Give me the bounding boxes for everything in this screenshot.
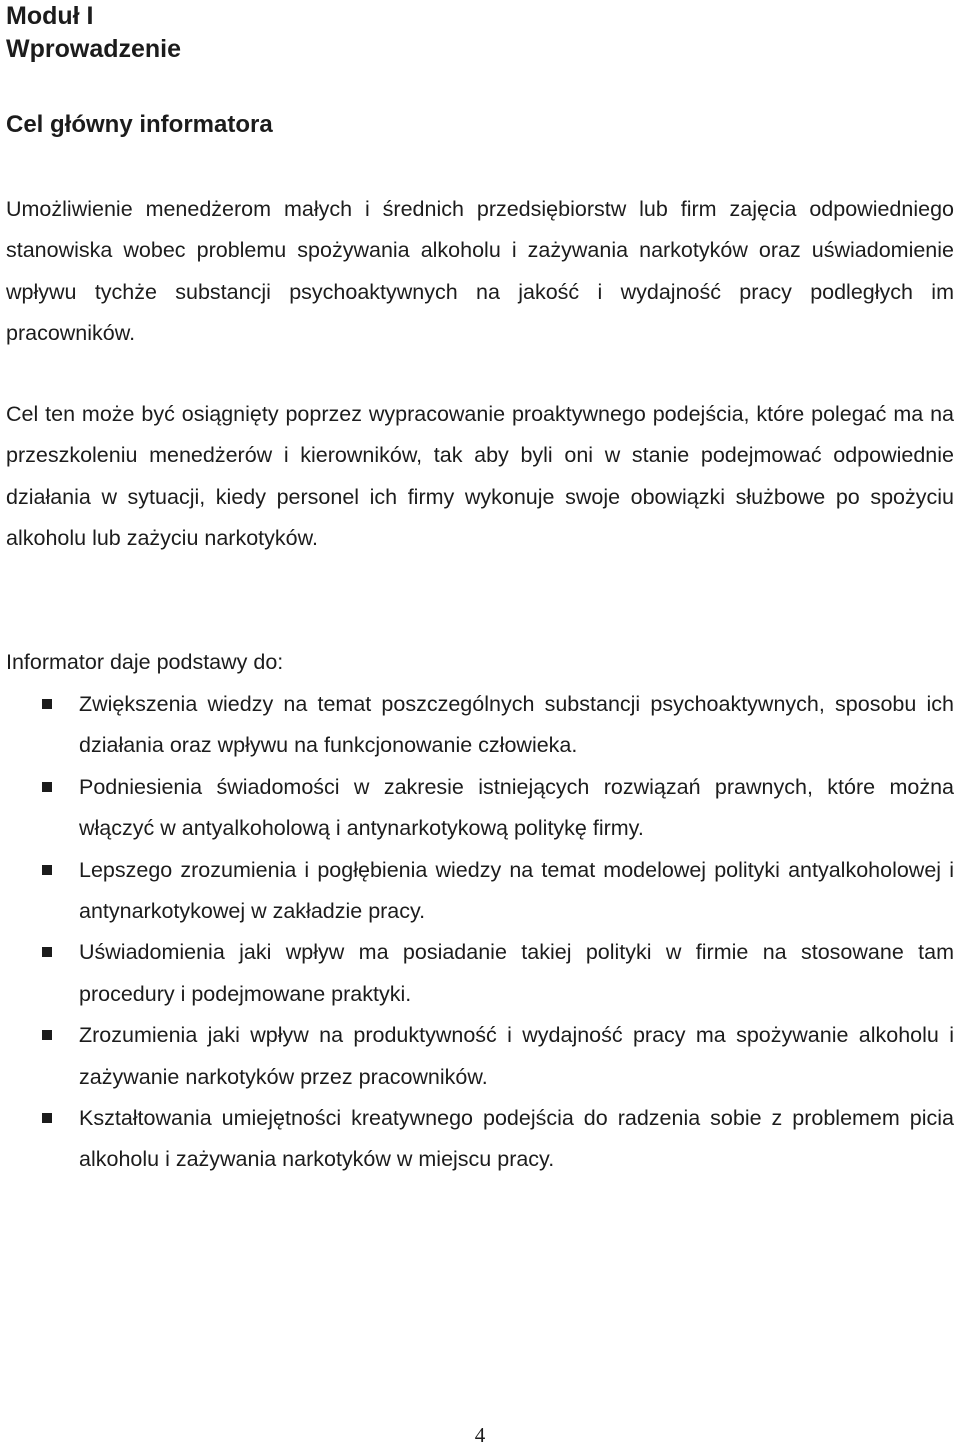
list-item-text: Kształtowania umiejętności kreatywnego podejścia do radzenia sobie z problemem picia alkoholu i zażywania narkotyków w miejscu pracy. [79, 1106, 954, 1172]
module-title: Wprowadzenie [6, 35, 182, 63]
document-page [6, 0, 954, 1172]
list-item [6, 1098, 954, 1181]
square-bullet-icon [42, 699, 52, 709]
list-item [6, 684, 954, 767]
square-bullet-icon [42, 865, 52, 875]
square-bullet-icon [42, 1030, 52, 1040]
square-bullet-icon [42, 1113, 52, 1123]
square-bullet-icon [42, 947, 52, 957]
page-number: 4 [474, 1423, 486, 1447]
list-item [6, 850, 954, 933]
list-item [6, 767, 954, 850]
bullet-list [6, 684, 954, 1181]
list-item-text: Zrozumienia jaki wpływ na produktywność i wydajność pracy ma spożywanie alkoholu i zażywanie narkotyków przez pracowników. [79, 1023, 954, 1089]
paragraph-goal: Umożliwienie menedżerom małych i średnich przedsiębiorstw lub firm zajęcia odpowiedniego stanowiska wobec problemu spożywania alkoholu i zażywania narkotyków oraz uświadomienie wpływu tychże substancji psychoaktywnych na jakość i wydajność pracy podległych im pracowników. [6, 197, 954, 346]
list-item [6, 932, 954, 1015]
list-item-text: Uświadomienia jaki wpływ ma posiadanie takiej polityki w firmie na stosowane tam procedury i podejmowane praktyki. [79, 940, 954, 1006]
square-bullet-icon [42, 782, 52, 792]
module-heading [6, 0, 954, 66]
module-label: Moduł I [6, 2, 94, 30]
paragraph-approach: Cel ten może być osiągnięty poprzez wypracowanie proaktywnego podejścia, które polegać ma na przeszkoleniu menedżerów i kierowników, tak aby byli oni w stanie podejmować odpowiednie działania w sytuacji, kiedy personel ich firmy wykonuje swoje obowiązki służbowe po spożyciu alkoholu lub zażyciu narkotyków. [6, 402, 954, 551]
list-item-text: Zwiększenia wiedzy na temat poszczególnych substancji psychoaktywnych, sposobu ich działania oraz wpływu na funkcjonowanie człowieka. [79, 692, 954, 758]
section-title: Cel główny informatora [6, 111, 273, 138]
list-item [6, 1015, 954, 1098]
list-item-text: Lepszego zrozumienia i pogłębienia wiedzy na temat modelowej polityki antyalkoholowej i antynarkotykowej w zakładzie pracy. [79, 857, 954, 924]
list-item-text: Podniesienia świadomości w zakresie istniejących rozwiązań prawnych, które można włączyć w antyalkoholową i antynarkotykową politykę firmy. [79, 774, 954, 841]
paragraph-intro-list: Informator daje podstawy do: [6, 650, 284, 674]
